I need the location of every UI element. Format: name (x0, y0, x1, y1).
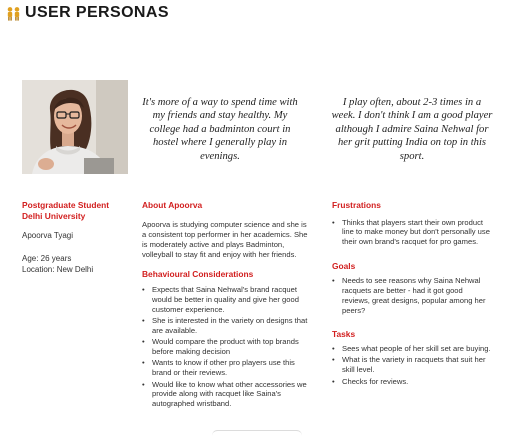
list-item: • Expects that Saina Nehwal's brand racquet would be better in quality and give her good customer experience. (142, 285, 310, 314)
frustrations-list (332, 218, 492, 247)
behavioural-heading: Behavioural Considerations (142, 268, 254, 279)
page-header (6, 4, 169, 22)
persona-role-line1: Postgraduate Student (22, 200, 110, 210)
persona-name: Apoorva Tyagi (22, 231, 73, 240)
list-item: • She is interested in the variety on designs that are available. (142, 316, 310, 336)
people-icon (6, 6, 21, 21)
goals-heading: Goals (332, 260, 356, 271)
persona-role-line2: Delhi University (22, 210, 86, 221)
persona-age: Age: 26 years (22, 254, 72, 263)
page-title: USER PERSONAS (25, 4, 169, 21)
persona-photo (22, 80, 128, 174)
tasks-list (332, 344, 492, 386)
about-text: Apoorva is studying computer science and she is a consistent top performer in her academics. She is moderately active and plays Badminton, volleyball to stay fit and enjoy with her friends. (142, 219, 308, 259)
list-item: • Wants to know if other pro players use this brand or their reviews. (142, 358, 310, 378)
list-item: • What is the variety in racquets that suit her skill level. (332, 355, 492, 375)
behavioural-list (142, 285, 310, 409)
list-item: • Sees what people of her skill set are buying. (332, 344, 492, 354)
persona-details (22, 200, 132, 275)
about-heading: About Apoorva (142, 200, 203, 210)
frustrations-heading: Frustrations (332, 200, 381, 210)
persona-quote-1: It's more of a way to spend time with my friends and stay healthy. My college had a badminton court in hostel where I generally play in evenings. (142, 97, 298, 162)
list-item: • Thinks that players start their own product line to make money but don't personally use their own brand's racquet for pro games. (332, 218, 492, 247)
list-item: • Checks for reviews. (332, 377, 492, 387)
list-item: • Would like to know what other accessories we provide along with racquet like Saina's autographed wristband. (142, 380, 310, 409)
tasks-heading: Tasks (332, 328, 356, 339)
about-section (142, 200, 310, 411)
persona-quote-2: I play often, about 2-3 times in a week. I don't think I am a good player although I admire Saina Nehwal for her grit putting India on top in this sport. (331, 97, 493, 162)
persona-location: Location: New Delhi (22, 265, 94, 274)
goals-list (332, 276, 492, 315)
list-item: • Would compare the product with top brands before making decision (142, 337, 310, 357)
list-item: • Needs to see reasons why Saina Nehwal racquets are better - had it got good reviews, great designs, popular among her peers? (332, 276, 492, 315)
needs-section (332, 200, 492, 388)
